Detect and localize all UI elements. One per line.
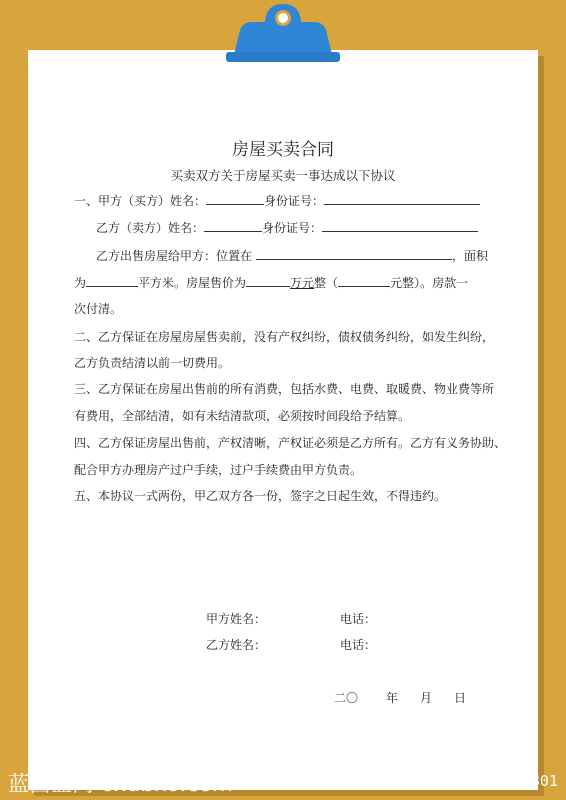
clause4-line1: 四、乙方保证房屋出售前，产权清晰，产权证必须是乙方所有。乙方有义务协助、 — [74, 436, 507, 450]
watermark-serial: NO:20220923145801 — [404, 772, 558, 790]
clause5-line1: 五、本协议一式两份，甲乙双方各一份，签字之日起生效，不得违约。 — [74, 489, 447, 503]
area-price-line: 为 平方米。房屋售价为 万元整（ 元整）。房款一 — [74, 276, 469, 290]
payment-line: 次付清。 — [74, 302, 123, 316]
price-yuan-blank[interactable] — [338, 275, 390, 287]
date-prefix: 二〇 — [334, 691, 359, 705]
buyer-name-label: 甲方姓名： — [206, 612, 267, 626]
clause3-line2: 有费用，全部结清，如有未结清款项，必须按时间段给予结算。 — [74, 409, 411, 423]
seller-phone-label: 电话： — [340, 638, 377, 652]
clause2-line1: 二、乙方保证在房屋房屋售卖前，没有产权纠纷，债权债务纠纷，如发生纠纷， — [74, 330, 495, 344]
contract-title: 房屋买卖合同 — [232, 140, 334, 160]
area-blank[interactable] — [86, 275, 138, 287]
buyer-id-blank[interactable] — [324, 193, 480, 205]
seller-name-label: 乙方姓名： — [206, 638, 267, 652]
seller-line: 乙方（卖方）姓名： 身份证号： — [96, 220, 478, 236]
seller-name-blank[interactable] — [204, 220, 262, 232]
clause3-line1: 三、乙方保证在房屋出售前的所有消费，包括水费、电费、取暖费、物业费等所 — [74, 382, 495, 396]
date-year: 年 — [386, 691, 399, 705]
date-month: 月 — [420, 691, 433, 705]
watermark-site: 蓝图蓝网 oxdbxo.com — [8, 772, 234, 796]
seller-id-blank[interactable] — [322, 220, 478, 232]
buyer-phone-label: 电话： — [340, 612, 377, 626]
contract-subtitle: 买卖双方关于房屋买卖一事达成以下协议 — [170, 168, 396, 183]
price-blank[interactable] — [246, 275, 290, 287]
location-blank[interactable] — [256, 248, 452, 260]
buyer-line: 一、甲方（买方）姓名： 身份证号： — [74, 193, 480, 209]
buyer-name-blank[interactable] — [206, 193, 264, 205]
sale-location-line: 乙方出售房屋给甲方：位置在 ，面积 — [96, 249, 489, 263]
date-day: 日 — [454, 691, 467, 705]
clause2-line2: 乙方负责结清以前一切费用。 — [74, 356, 231, 370]
clause4-line2: 配合甲方办理房产过户手续，过户手续费由甲方负责。 — [74, 463, 363, 477]
clipboard-clip-icon — [0, 0, 566, 70]
